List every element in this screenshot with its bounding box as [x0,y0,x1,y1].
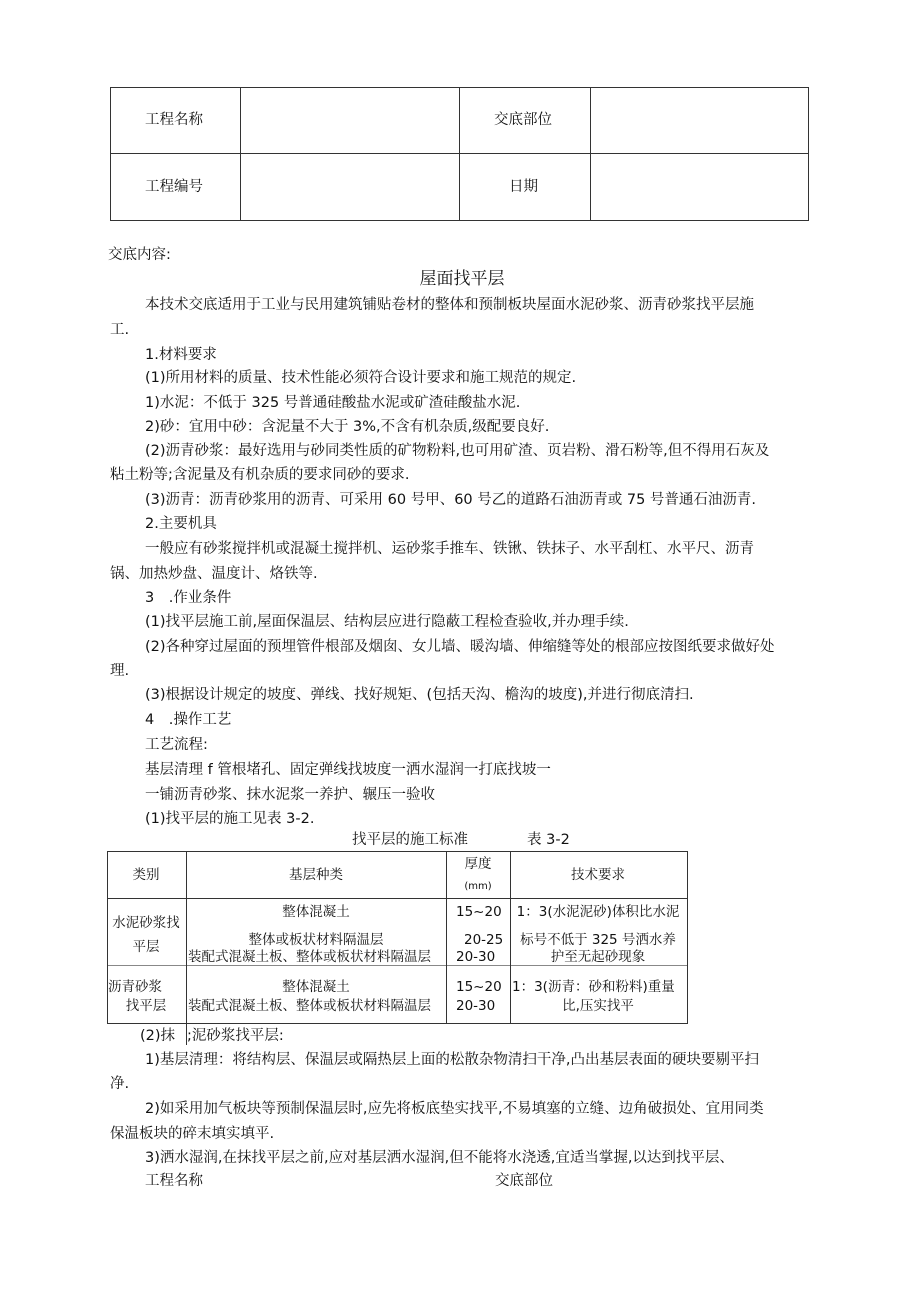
requirement-cement-1: 1：3(水泥泥砂)体积比水泥 [516,904,680,920]
section-label: (2)抹 [140,1028,176,1044]
base-cement-2: 整体或板状材料隔温层 [248,932,384,948]
page-title: 屋面找平层 [419,269,505,289]
header-base-type: 基层种类 [289,867,343,883]
footer-project-name-label: 工程名称 [145,1173,203,1189]
text-line: 3)洒水湿润,在抹找平层之前,应对基层洒水湿润,但不能将水浇透,宜适当掌握,以达到找平层、 [145,1150,734,1166]
project-name-label: 工程名称 [145,112,203,128]
category-cement-1: 水泥砂浆找 [112,915,180,931]
text-line: 1.材料要求 [145,347,217,363]
thickness-asphalt-1: 15~20 [456,979,502,995]
category-asphalt-1: 沥青砂浆 [108,979,162,995]
text-line: 本技术交底适用于工业与民用建筑铺贴卷材的整体和预制板块屋面水泥砂浆、沥青砂浆找平层施 [145,297,754,313]
location-label: 交底部位 [494,112,552,128]
requirement-asphalt-2: 比,压实找平 [562,998,634,1014]
text-line: 2.主要机具 [145,516,217,532]
text-line: (2)各种穿过屋面的预埋管件根部及烟囱、女儿墙、暖沟墙、伸缩缝等处的根部应按图纸要求做好处 [145,639,775,655]
content-label: 交底内容: [108,247,171,263]
text-line: 2)砂：宜用中砂：含泥量不大于 3%,不含有机杂质,级配要良好. [145,419,550,435]
requirement-cement-3: 护至无起砂现象 [550,949,646,965]
base-asphalt-2: 装配式混凝土板、整体或板状材料隔温层 [188,998,431,1014]
text-line: 粘土粉等;含泥量及有机杂质的要求同砂的要求. [110,467,410,483]
header-thickness: 厚度 [464,856,492,872]
text-line: (1)所用材料的质量、技术性能必须符合设计要求和施工规范的规定. [145,370,577,386]
text-line: (3)根据设计规定的坡度、弹线、找好规矩、(包括天沟、檐沟的坡度),并进行彻底清扫. [145,687,694,703]
header-requirements: 技术要求 [571,867,625,883]
base-cement-3: 装配式混凝土板、整体或板状材料隔温层 [188,949,431,965]
text-line: (2)沥青砂浆：最好选用与砂同类性质的矿物粉料,也可用矿渣、页岩粉、滑石粉等,但不得用石灰及 [145,443,770,459]
category-asphalt-2: 找平层 [125,998,167,1014]
header-thickness-unit: (mm) [464,881,492,892]
project-no-label: 工程编号 [145,179,203,195]
thickness-cement-1: 15~20 [456,904,502,920]
text-line: 2)如采用加气板块等预制保温层时,应先将板底垫实找平,不易填塞的立缝、边角破损处、宜用同类 [145,1101,764,1117]
text-line: 理. [110,663,130,679]
text-line: 一般应有砂浆搅拌机或混凝土搅拌机、运砂浆手推车、铁锹、铁抹子、水平刮杠、水平尺、沥青 [145,541,754,557]
thickness-cement-3: 20-30 [456,949,496,965]
text-line: (1)找平层的施工见表 3-2. [145,811,315,827]
text-line: 一铺沥青砂浆、抹水泥浆一养护、辗压一验收 [145,787,435,803]
text-line: 1)水泥：不低于 325 号普通硅酸盐水泥或矿渣硅酸盐水泥. [145,395,521,411]
text-line: 工. [110,322,130,338]
text-line: 3 .作业条件 [145,590,232,606]
text-line: 基层清理 f 管根堵孔、固定弹线找坡度一洒水湿润一打底找坡一 [145,762,551,778]
text-line: 1)基层清理：将结构层、保温层或隔热层上面的松散杂物清扫干净,凸出基层表面的硬块要剔平扫 [145,1052,759,1068]
text-line: 工艺流程: [145,737,208,753]
category-cement-2: 平层 [132,939,160,955]
thickness-asphalt-2: 20-30 [456,998,496,1014]
text-line: 锅、加热炒盘、温度计、烙铁等. [110,566,318,582]
base-cement-1: 整体混凝土 [282,904,350,920]
requirement-cement-2: 标号不低于 325 号洒水养 [520,932,676,948]
table-number: 表 3-2 [527,832,570,848]
base-asphalt-1: 整体混凝土 [282,979,350,995]
text-line: 保温板块的碎末填实填平. [110,1126,275,1142]
text-line: 4 .操作工艺 [145,712,232,728]
footer-location-label: 交底部位 [495,1173,553,1189]
text-line: 净. [110,1076,130,1092]
text-line: (3)沥青：沥青砂浆用的沥青、可采用 60 号甲、60 号乙的道路石油沥青或 75 号普通石油沥青. [145,492,757,508]
header-category: 类别 [132,867,160,883]
requirement-asphalt-1: 1：3(沥青：砂和粉料)重量 [512,979,675,995]
date-label: 日期 [509,179,538,195]
table-caption: 找平层的施工标准 [352,832,468,848]
section-heading: ;泥砂浆找平层: [187,1028,284,1044]
thickness-cement-2: 20-25 [464,932,504,948]
text-line: (1)找平层施工前,屋面保温层、结构层应进行隐蔽工程检查验收,并办理手续. [145,614,629,630]
